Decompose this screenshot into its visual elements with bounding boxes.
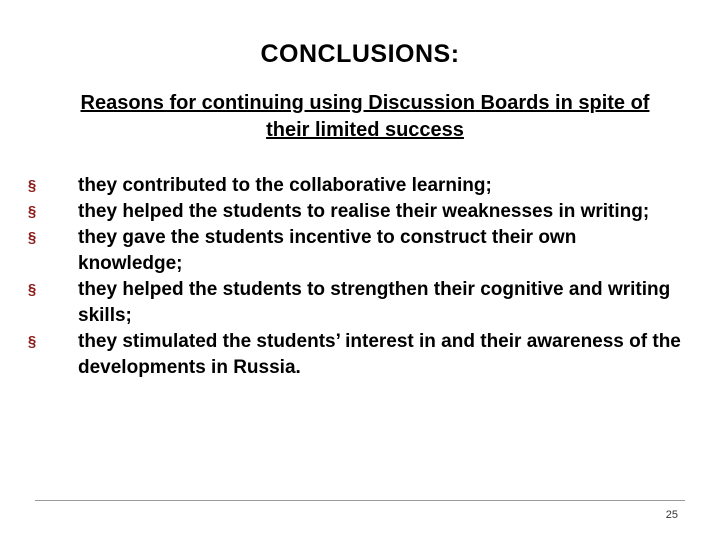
footer-divider (35, 500, 685, 501)
bullet-item (24, 225, 684, 277)
bullet-text: they stimulated the students’ interest in and their awareness of the developments in Russia. (78, 331, 681, 378)
section-sign-icon: § (27, 177, 37, 194)
section-sign-icon: § (27, 229, 37, 246)
bullet-item (24, 199, 684, 225)
page-number: 25 (665, 509, 678, 521)
slide-title: CONCLUSIONS: (260, 40, 460, 68)
slide-subtitle: Reasons for continuing using Discussion Boards in spite of their limited success (80, 92, 650, 141)
section-sign-icon: § (27, 203, 37, 220)
bullet-text: they gave the students incentive to construct their own knowledge; (78, 227, 577, 274)
bullet-item (24, 173, 684, 199)
bullet-text: they helped the students to strengthen their cognitive and writing skills; (78, 279, 671, 326)
bullet-list (24, 173, 684, 381)
bullet-item (24, 277, 684, 329)
section-sign-icon: § (27, 333, 37, 350)
bullet-text: they contributed to the collaborative learning; (78, 175, 492, 196)
section-sign-icon: § (27, 281, 37, 298)
bullet-item (24, 329, 684, 381)
bullet-text: they helped the students to realise their weaknesses in writing; (78, 201, 650, 222)
